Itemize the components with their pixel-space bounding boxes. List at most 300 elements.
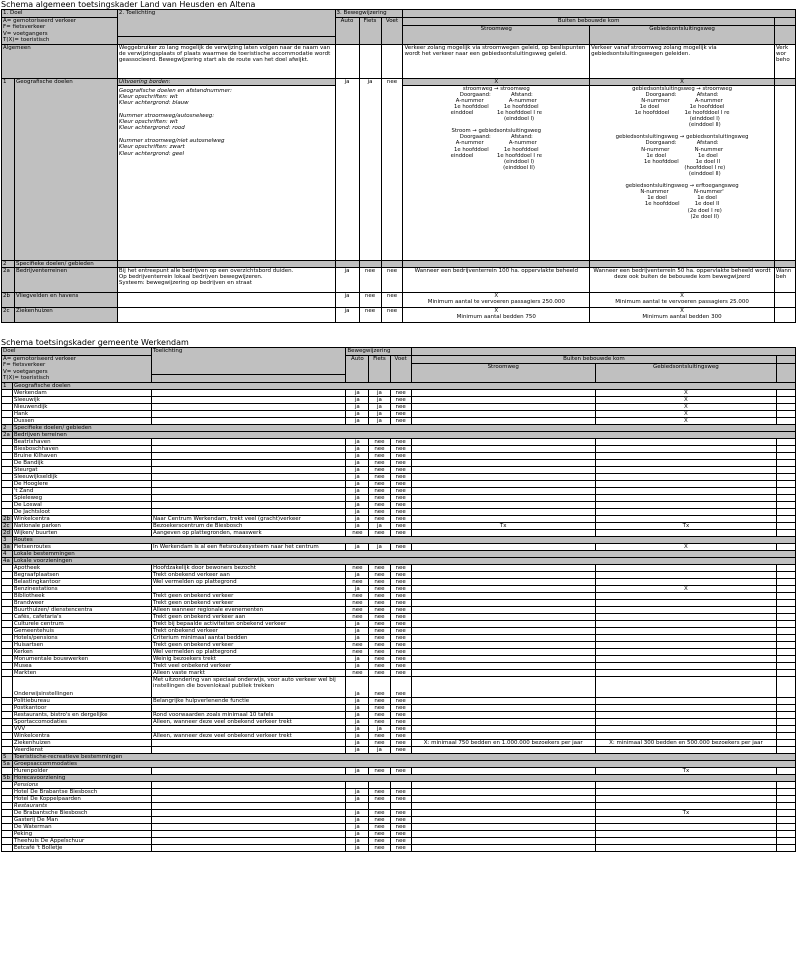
row-stroomweg: X Minimum aantal bedden 750 <box>403 307 590 322</box>
row-auto <box>346 781 369 788</box>
row-auto: ja <box>346 816 369 823</box>
row-toelichting <box>151 823 345 830</box>
row-extra <box>777 501 796 508</box>
row-voet: nee <box>390 396 411 403</box>
row-gebied <box>595 494 777 501</box>
row-toelichting: Hoofdzakelijk door bewoners bezocht <box>151 564 345 571</box>
top-legend: A= gemotoriseerd verkeer F= fietsverkeer V= voetgangers T(X)= toeristisch <box>2 18 118 45</box>
table-row <box>2 788 796 795</box>
row-num <box>2 480 13 487</box>
row-voet: nee <box>390 578 411 585</box>
row-gebied <box>595 816 777 823</box>
table-row <box>2 480 796 487</box>
table-row <box>2 816 796 823</box>
row-auto: ja <box>335 307 359 322</box>
row-num <box>2 795 13 802</box>
row-label: Vliegvelden en havens <box>14 292 117 307</box>
row-stroomweg <box>411 494 595 501</box>
row-stroomweg <box>411 459 595 466</box>
row-num <box>2 599 13 606</box>
table-row <box>2 648 796 655</box>
row-extra <box>777 732 796 739</box>
row-auto: ja <box>346 487 369 494</box>
table-row <box>2 417 796 424</box>
algemeen-label: Algemeen <box>2 44 118 78</box>
row-fiets: nee <box>369 627 390 634</box>
bottom-col-extra <box>777 356 796 364</box>
row-num <box>2 655 13 662</box>
table-row <box>2 697 796 704</box>
row-voet: nee <box>390 669 411 676</box>
row-fiets: nee <box>369 585 390 592</box>
row-fiets: nee <box>369 438 390 445</box>
section-row <box>2 557 796 564</box>
row-gebied <box>595 564 777 571</box>
bottom-col-stroomweg: Stroomweg <box>411 364 595 383</box>
bottom-col-gebiedsontsluitingsweg: Gebiedsontsluitingsweg <box>595 364 777 383</box>
table-row <box>2 578 796 585</box>
row-extra <box>777 641 796 648</box>
row-label: Brandweer <box>12 599 151 606</box>
specifiek-num: 2 <box>2 260 15 267</box>
geo-toelichting-head: Uitvoering borden: <box>117 78 335 85</box>
row-stroomweg <box>411 830 595 837</box>
row-auto: ja <box>346 676 369 697</box>
row-auto: ja <box>346 704 369 711</box>
row-fiets: nee <box>369 452 390 459</box>
top-col-gebiedsontsluitingsweg: Gebiedsontsluitingsweg <box>590 26 775 45</box>
row-auto <box>346 802 369 809</box>
row-toelichting <box>151 445 345 452</box>
row-toelichting: Bij het entreepunt alle bedrijven op een overzichtsbord duiden. Op bedrijventerrein lokaal bedrijven bewegwijzeren. Systeem: bewegwijzering op bedrijven en straat <box>117 267 335 292</box>
row-voet: nee <box>390 732 411 739</box>
row-extra <box>777 480 796 487</box>
row-num <box>2 718 13 725</box>
row-voet: nee <box>390 606 411 613</box>
row-label: Hurenpolder <box>12 767 151 774</box>
bottom-col-extra-2 <box>777 364 796 383</box>
row-toelichting: Alleen wanneer regionale evenementen <box>151 606 345 613</box>
row-num <box>2 452 13 459</box>
row-label: Sleeuwijkseldijk <box>12 473 151 480</box>
row-extra <box>777 578 796 585</box>
row-fiets: nee <box>369 515 390 522</box>
top-specific-row <box>2 292 796 307</box>
row-auto: nee <box>346 564 369 571</box>
row-stroomweg <box>411 795 595 802</box>
row-fiets: nee <box>369 578 390 585</box>
geo-label: Geografische doelen <box>14 78 117 260</box>
algemeen-extra: Verk wor beho <box>774 44 795 78</box>
row-label: Postkantoor <box>12 704 151 711</box>
row-stroomweg <box>411 410 595 417</box>
row-voet: nee <box>390 452 411 459</box>
row-fiets: ja <box>369 543 390 550</box>
row-extra <box>777 809 796 816</box>
bottom-col-fiets: Fiets <box>369 356 390 383</box>
bottom-header-blank <box>411 348 795 356</box>
row-extra <box>777 494 796 501</box>
section-num: 2a <box>2 431 13 438</box>
row-extra <box>777 739 796 746</box>
row-voet: nee <box>390 795 411 802</box>
section-num: 1 <box>2 382 13 389</box>
row-voet: nee <box>390 788 411 795</box>
row-toelichting: Trekt geen onbekend verkeer <box>151 592 345 599</box>
row-auto: ja <box>346 627 369 634</box>
row-fiets: nee <box>369 662 390 669</box>
row-gebied <box>595 571 777 578</box>
row-stroomweg <box>411 529 595 536</box>
row-label: De Jachtsloot <box>12 508 151 515</box>
row-num <box>2 627 13 634</box>
row-voet: nee <box>390 459 411 466</box>
top-col-voet: Voet <box>381 18 403 45</box>
row-gebied <box>595 599 777 606</box>
row-voet: nee <box>390 592 411 599</box>
table-row <box>2 515 796 522</box>
row-voet: nee <box>390 438 411 445</box>
row-gebied <box>595 823 777 830</box>
row-num <box>2 830 13 837</box>
table-row <box>2 487 796 494</box>
section-row <box>2 424 796 431</box>
row-num <box>2 403 13 410</box>
row-gebied: Tx <box>595 522 777 529</box>
section-label: Routes <box>12 536 795 543</box>
row-label: Bedrijventerreinen <box>14 267 117 292</box>
row-stroomweg <box>411 837 595 844</box>
row-num <box>2 837 13 844</box>
row-gebied <box>595 676 777 697</box>
row-fiets: nee <box>369 739 390 746</box>
row-gebied: X <box>595 543 777 550</box>
row-auto: ja <box>346 494 369 501</box>
row-label: Markten <box>12 669 151 676</box>
algemeen-voet <box>381 44 403 78</box>
row-voet: nee <box>390 501 411 508</box>
row-fiets: ja <box>369 725 390 732</box>
row-num <box>2 578 13 585</box>
row-auto: ja <box>335 292 359 307</box>
table-row <box>2 452 796 459</box>
top-col-bewegwijzering: 3. Bewegwijzering <box>335 10 403 18</box>
row-gebied <box>595 746 777 753</box>
row-label: De Waterman <box>12 823 151 830</box>
specifiek-label: Specifieke doelen/ gebieden <box>14 260 117 267</box>
row-gebied <box>595 662 777 669</box>
row-voet: nee <box>390 417 411 424</box>
row-num <box>2 781 13 788</box>
row-auto: ja <box>346 634 369 641</box>
geo-stroom-x: X <box>403 78 590 85</box>
row-num <box>2 564 13 571</box>
row-auto: nee <box>346 592 369 599</box>
row-label: Pensions <box>12 781 151 788</box>
table-row <box>2 767 796 774</box>
row-fiets: nee <box>369 606 390 613</box>
row-toelichting <box>151 788 345 795</box>
table-row <box>2 599 796 606</box>
row-fiets: ja <box>369 396 390 403</box>
row-label: Peking <box>12 830 151 837</box>
top-col-buiten-bebouwde-kom: Buiten bebouwde kom <box>403 18 775 26</box>
row-extra <box>777 795 796 802</box>
row-auto: ja <box>346 697 369 704</box>
row-num: 2c <box>2 307 15 322</box>
row-num: 2d <box>2 529 13 536</box>
row-auto: nee <box>346 669 369 676</box>
row-voet: nee <box>390 599 411 606</box>
row-gebied <box>595 515 777 522</box>
row-auto: ja <box>346 508 369 515</box>
row-num: 2c <box>2 522 13 529</box>
geo-auto: ja <box>335 78 359 260</box>
row-stroomweg <box>411 473 595 480</box>
row-gebied <box>595 445 777 452</box>
row-voet: nee <box>390 627 411 634</box>
table-row <box>2 571 796 578</box>
row-extra <box>777 417 796 424</box>
row-auto: ja <box>346 459 369 466</box>
row-toelichting <box>151 704 345 711</box>
row-voet: nee <box>390 697 411 704</box>
row-toelichting: Trekt geen onbekend verkeer <box>151 641 345 648</box>
row-gebied <box>595 648 777 655</box>
row-auto: ja <box>346 417 369 424</box>
row-voet <box>390 802 411 809</box>
row-fiets: nee <box>369 459 390 466</box>
section-label: Toeristische-recreatieve bestemmingen <box>12 753 795 760</box>
row-voet: nee <box>381 307 403 322</box>
row-toelichting <box>151 480 345 487</box>
row-gebied: X <box>595 396 777 403</box>
row-auto: ja <box>346 389 369 396</box>
row-voet: nee <box>390 634 411 641</box>
row-num <box>2 816 13 823</box>
row-voet: nee <box>390 662 411 669</box>
row-label: Hank <box>12 410 151 417</box>
top-col-stroomweg: Stroomweg <box>403 26 590 45</box>
row-toelichting: In Werkendam is al een fietsroutesysteem naar het centrum <box>151 543 345 550</box>
row-extra <box>777 704 796 711</box>
row-label: Restaurants <box>12 802 151 809</box>
row-gebied <box>595 627 777 634</box>
row-stroomweg <box>411 599 595 606</box>
bottom-col-voet: Voet <box>390 356 411 383</box>
row-label: Beatrixhaven <box>12 438 151 445</box>
row-voet: nee <box>390 823 411 830</box>
table-row <box>2 837 796 844</box>
row-fiets: nee <box>369 795 390 802</box>
table-row <box>2 725 796 732</box>
row-stroomweg <box>411 767 595 774</box>
row-label: Kerken <box>12 648 151 655</box>
table-row <box>2 389 796 396</box>
row-gebied <box>595 669 777 676</box>
row-toelichting <box>151 767 345 774</box>
top-specific-row <box>2 267 796 292</box>
row-num <box>2 445 13 452</box>
row-stroomweg <box>411 452 595 459</box>
row-num <box>2 704 13 711</box>
row-auto: ja <box>346 543 369 550</box>
row-fiets: nee <box>369 669 390 676</box>
row-label: Nationale parken <box>12 522 151 529</box>
row-toelichting <box>151 585 345 592</box>
row-gebied <box>595 508 777 515</box>
table-row <box>2 494 796 501</box>
row-voet: nee <box>390 676 411 697</box>
row-fiets <box>369 802 390 809</box>
row-voet: nee <box>390 725 411 732</box>
row-voet: nee <box>381 292 403 307</box>
table-row <box>2 718 796 725</box>
section-label: Lokale bestemmingen <box>12 550 795 557</box>
row-label: Winkelcentra <box>12 732 151 739</box>
section-row <box>2 774 796 781</box>
section-label: Horecavoorziening <box>12 774 795 781</box>
row-num <box>2 823 13 830</box>
row-label: Veerdienst <box>12 746 151 753</box>
row-label: Ziekenhuizen <box>12 739 151 746</box>
row-gebied <box>595 634 777 641</box>
row-label: Huisartsen <box>12 641 151 648</box>
row-toelichting: Weinig bezoekers trekt <box>151 655 345 662</box>
row-label: Cafés, cafetaria's <box>12 613 151 620</box>
row-voet: nee <box>390 648 411 655</box>
geo-voet: nee <box>381 78 403 260</box>
row-num <box>2 746 13 753</box>
geo-gebied-x: X <box>590 78 775 85</box>
row-fiets: ja <box>369 417 390 424</box>
row-gebied <box>595 830 777 837</box>
row-extra <box>777 669 796 676</box>
row-num <box>2 809 13 816</box>
row-auto: ja <box>346 823 369 830</box>
row-stroomweg <box>411 844 595 851</box>
row-label: Ziekenhuizen <box>14 307 117 322</box>
row-label: 't Zand <box>12 487 151 494</box>
row-voet: nee <box>390 389 411 396</box>
row-extra <box>777 459 796 466</box>
table-row <box>2 739 796 746</box>
row-num <box>2 711 13 718</box>
row-toelichting <box>151 494 345 501</box>
row-stroomweg <box>411 641 595 648</box>
bottom-schema-table <box>1 347 796 852</box>
row-toelichting <box>151 438 345 445</box>
row-fiets: nee <box>369 711 390 718</box>
row-label: Sleeuwijk <box>12 396 151 403</box>
row-stroomweg <box>411 543 595 550</box>
row-toelichting: Alleen, wanneer deze veel onbekend verkeer trekt <box>151 732 345 739</box>
row-gebied <box>595 704 777 711</box>
row-num <box>2 634 13 641</box>
row-stroomweg <box>411 809 595 816</box>
row-voet: nee <box>390 816 411 823</box>
table-row <box>2 641 796 648</box>
row-num <box>2 739 13 746</box>
row-gebied <box>595 487 777 494</box>
section-num: 2 <box>2 424 13 431</box>
row-extra <box>777 571 796 578</box>
row-gebied <box>595 781 777 788</box>
row-gebied <box>595 578 777 585</box>
row-num <box>2 508 13 515</box>
row-gebied <box>595 459 777 466</box>
row-num <box>2 802 13 809</box>
row-fiets: nee <box>369 788 390 795</box>
row-gebied <box>595 466 777 473</box>
row-auto: ja <box>346 746 369 753</box>
row-toelichting: Naar Centrum Werkendam, trekt veel (gracht)verkeer <box>151 515 345 522</box>
table-row <box>2 830 796 837</box>
bottom-col-toelichting: Toelichting <box>151 348 345 375</box>
row-extra <box>777 508 796 515</box>
row-gebied: X <box>595 389 777 396</box>
row-toelichting: Wel vermelden op plattegrond <box>151 648 345 655</box>
row-auto: ja <box>346 788 369 795</box>
row-voet: nee <box>390 739 411 746</box>
row-stroomweg <box>411 802 595 809</box>
row-extra <box>777 767 796 774</box>
bottom-col-toelichting-cont <box>151 374 345 382</box>
row-auto: ja <box>346 718 369 725</box>
row-gebied <box>595 501 777 508</box>
row-voet: nee <box>390 473 411 480</box>
row-extra <box>777 627 796 634</box>
row-extra <box>777 438 796 445</box>
row-auto: ja <box>346 396 369 403</box>
row-toelichting: Bezoekerscentrum de Biesbosch <box>151 522 345 529</box>
geo-fiets: ja <box>359 78 381 260</box>
row-auto: ja <box>346 711 369 718</box>
row-fiets: nee <box>369 809 390 816</box>
row-auto: ja <box>346 725 369 732</box>
row-gebied <box>595 788 777 795</box>
row-toelichting <box>151 802 345 809</box>
table-row <box>2 620 796 627</box>
row-stroomweg <box>411 620 595 627</box>
row-extra <box>777 837 796 844</box>
row-fiets: nee <box>369 697 390 704</box>
row-extra <box>777 718 796 725</box>
row-auto: ja <box>346 466 369 473</box>
row-toelichting <box>151 459 345 466</box>
row-auto: ja <box>346 795 369 802</box>
row-stroomweg <box>411 389 595 396</box>
row-num <box>2 697 13 704</box>
row-extra <box>777 844 796 851</box>
row-label: Benzinestations <box>12 585 151 592</box>
row-num <box>2 459 13 466</box>
section-label: Lokale voorzieningen <box>12 557 795 564</box>
row-voet: nee <box>390 613 411 620</box>
row-num <box>2 571 13 578</box>
algemeen-fiets <box>359 44 381 78</box>
row-stroomweg: X: minimaal 750 bedden en 1.000.000 bezoekers per jaar <box>411 739 595 746</box>
row-toelichting <box>151 403 345 410</box>
table-row <box>2 746 796 753</box>
row-num <box>2 438 13 445</box>
row-toelichting <box>117 292 335 307</box>
row-gebied <box>595 837 777 844</box>
table-row <box>2 459 796 466</box>
row-voet: nee <box>390 837 411 844</box>
row-auto: ja <box>346 844 369 851</box>
row-fiets: ja <box>369 522 390 529</box>
